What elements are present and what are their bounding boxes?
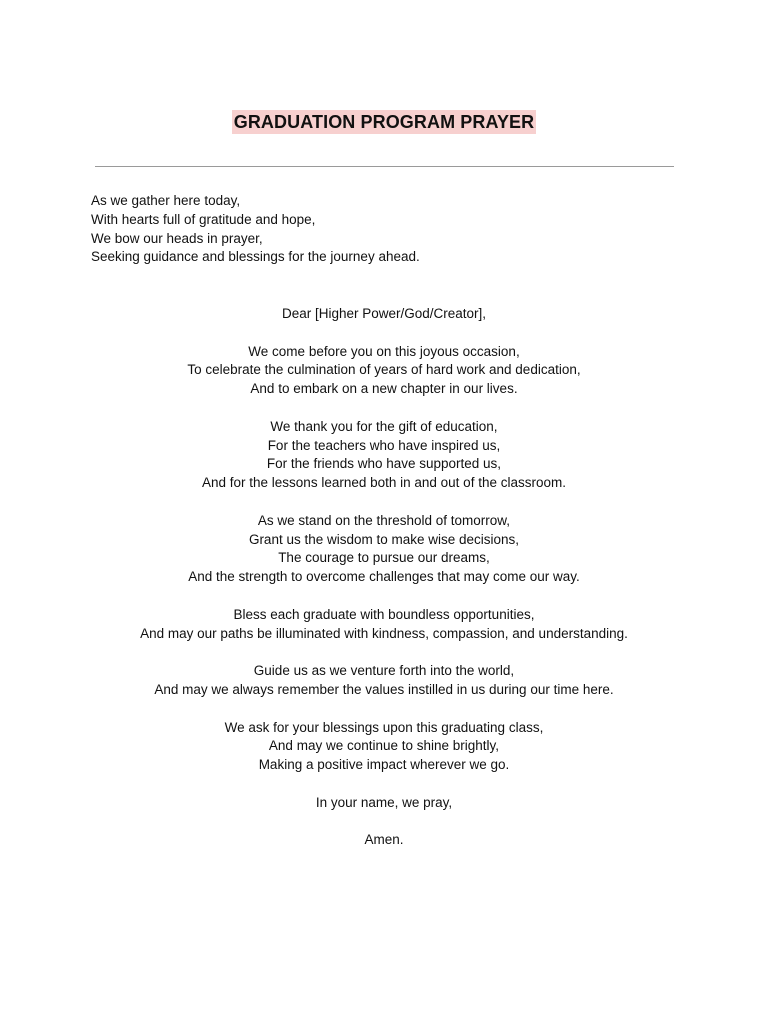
prayer-amen: Amen. — [364, 832, 404, 848]
page-title: GRADUATION PROGRAM PRAYER — [233, 112, 535, 132]
prayer-line: And for the lessons learned both in and out of the classroom. — [202, 475, 566, 491]
prayer-stanza — [0, 418, 768, 493]
intro-line: Seeking guidance and blessings for the journey ahead. — [91, 249, 420, 265]
title-block — [0, 110, 768, 134]
intro-line: As we gather here today, — [91, 193, 241, 208]
prayer-line: The courage to pursue our dreams, — [278, 550, 490, 566]
prayer-line: And may our paths be illuminated with kindness, compassion, and understanding. — [140, 625, 628, 641]
intro-verse — [91, 192, 691, 267]
prayer-line: As we stand on the threshold of tomorrow, — [257, 512, 511, 528]
prayer-line: We come before you on this joyous occasion, — [248, 343, 520, 359]
prayer-stanza — [0, 662, 768, 700]
prayer-line: We thank you for the gift of education, — [270, 418, 498, 434]
intro-line: We bow our heads in prayer, — [91, 230, 263, 246]
prayer-line: Bless each graduate with boundless opportunities, — [233, 606, 535, 622]
prayer-line: For the friends who have supported us, — [266, 456, 502, 472]
prayer-line: Making a positive impact wherever we go. — [258, 757, 510, 773]
prayer-line: Guide us as we venture forth into the world, — [253, 663, 515, 679]
prayer-line: Grant us the wisdom to make wise decisions, — [248, 531, 520, 547]
prayer-stanza — [0, 512, 768, 587]
prayer-line: And may we continue to shine brightly, — [268, 738, 500, 754]
prayer-stanza — [0, 606, 768, 644]
prayer-stanza — [0, 343, 768, 399]
prayer-line: And the strength to overcome challenges that may come our way. — [188, 569, 580, 585]
horizontal-divider — [95, 166, 674, 167]
prayer-line: For the teachers who have inspired us, — [267, 437, 501, 453]
prayer-salutation: Dear [Higher Power/God/Creator], — [281, 306, 487, 321]
prayer-stanza — [0, 719, 768, 775]
prayer-line: And to embark on a new chapter in our lives. — [250, 381, 518, 397]
prayer-line: And may we always remember the values instilled in us during our time here. — [154, 681, 614, 697]
prayer-line: To celebrate the culmination of years of hard work and dedication, — [187, 362, 581, 378]
intro-line: With hearts full of gratitude and hope, — [91, 211, 316, 227]
prayer-line: We ask for your blessings upon this graduating class, — [224, 719, 544, 735]
prayer-closing: In your name, we pray, — [315, 794, 453, 810]
prayer-body — [0, 305, 768, 850]
